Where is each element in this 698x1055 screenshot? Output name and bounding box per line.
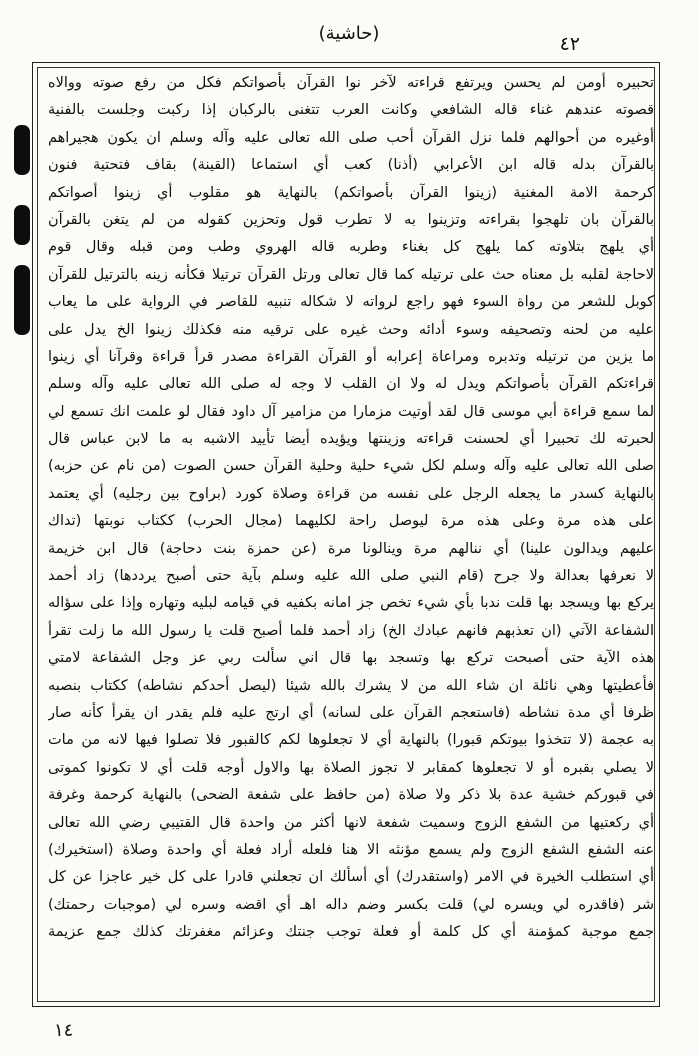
text-line: جمع موجبة كمؤمنة أي كل كلمة أو فعلة توجب جنتك وعزائم مغفرتك كذلك جمع عزيمة [48, 924, 654, 941]
footer-mark: ١٤ [54, 1020, 74, 1041]
text-line: كوبل للشعر من رواة السوء فهو راجع لرواته لا شكاله تنبيه للقاصر في الرواية على ما يعاب [48, 294, 654, 311]
text-line: عليهم ويدالون علينا) أي ننالهم مرة وينالونا مرة (عن حمزة بنت دحاجة) قال ابن خزيمة [48, 540, 654, 557]
ink-blot [14, 265, 30, 335]
text-line: شر (فاقدره لي ويسره لي) قلت بكسر وضم داله اهـ أي اقضه وسره لي (موجبات رحمتك) [48, 896, 654, 913]
text-line: في قبوركم خشية عدة بلا ذكر ولا صلاة (من حافظ على شفعة الضحى) بالنهاية كرحمة وغرفة [48, 787, 654, 804]
ink-blot [14, 125, 30, 175]
text-line: عليه من لحنه وتصحيفه وسوء أدائه وحث غيره على ترقيه منه فكذلك زينوا الخ يدل على [48, 321, 654, 338]
text-line: لما سمع قراءة أبي موسى قال لقد أوتيت مزمارا من مزامير آل داود فقال لو علمت انك تسمع لي [48, 403, 654, 420]
text-line: صلى الله تعالى عليه وآله وسلم لكل شيء حلية وحلية القرآن حسن الصوت (من نام عن حزبه) [48, 458, 654, 475]
text-line: عنه الشفع الشفع الزوج ولم يسمع مؤنثه الا هنا فلعله أراد فعلة أي واحدة وصلاة (استخيرك) [48, 841, 654, 858]
text-line: لاحاجة لقلبه بل معناه حث على ترتيله كما قال تعالى ورتل القرآن ترتيلا فكأنه زينه بالترتيل للقرآن [48, 266, 654, 283]
text-line: قصوته عندهم غناء قاله الشافعي وكانت العرب تتغنى بالركبان إذا ركبت وجلست بالفنية [48, 102, 654, 119]
ink-blot [14, 205, 30, 245]
text-line: أي ركعتيها من الشفع الزوج وسميت شفعة لانها أكثر من واحدة قال القتيبي رضي الله تعالى [48, 814, 654, 831]
text-line: لا نعرفها بعدالة ولا جرح (قام النبي صلى الله عليه وسلم بآية حتى أصبح يرددها) زاد أحمد [48, 568, 654, 585]
body-text [48, 70, 654, 1000]
text-line: الشفاعة الآتي (ان تعذبهم فانهم عبادك الخ) زاد أحمد فلما أصبح قلت يا رسول الله ما زلت تقرأ [48, 622, 654, 639]
text-line: بالقرآن بدله قاله ابن الأعرابي (أذنا) كعب أي استماعا (القينة) بقاف فتحتية فنون [48, 157, 654, 174]
text-line: لا يصلي بقبره أو لا تجعلوها كمقابر لا تجوز الصلاة بها والاول أوجه قلت أي لا تكونوا كموتى [48, 759, 654, 776]
text-line: يركع بها ويسجد بها قلت ندبا بأي شيء تخص جز امانه بكفيه في قيامه لبليه وتهاره وإذا على سؤاله [48, 595, 654, 612]
text-line: تحبيره أومن لم يحسن ويرتفع قراءته لآخر نوا القرآن بأصواتكم فكل من رفع صوته ووالاه [48, 75, 654, 91]
text-line: أي استطلب الخيرة في الامر (واستقدرك) أي أسألك ان تجعلني قادرا على كل خير عاجزا عن كل [48, 869, 654, 886]
text-line: قراءتكم القرآن بأصواتكم ويدل له ولا ان القلب لا وجه له صلى الله تعالى عليه وآله وسلم [48, 376, 654, 393]
page-header-title: (حاشية) [318, 23, 380, 44]
text-line: به عجمة (لا تتخذوا بيوتكم قبورا) بالنهاية أي لا تجعلوها لكم كالقبور فلا تصلوا فيها لانه من مات [48, 732, 654, 749]
text-line: فأعطيتها وهي نائلة ان شاء الله من لا يشرك بالله شيئا (ليصل أحدكم نشاطه) ككتاب بنصبه [48, 677, 654, 694]
text-line: بالقرآن بان تلهجوا بقراءته وتزينوا به لا تطرب قول وتحزين كقوله من لم يتغن بالقرآن [48, 211, 654, 228]
text-line: ظرفا أي مدة نشاطه (فاستعجم القرآن على لسانه) أي ارتج عليه فلم يقدر ان يقرأ كأنه صار [48, 704, 654, 721]
text-line: هذه الآية حتى أصبحت تركع بها وتسجد بها قال اني سألت ربي عز وجل الشفاعة لامتي [48, 650, 654, 667]
text-line: لحبرته لك تحبيرا أي لحسنت قراءته وزينتها ويؤيده أيضا تأييد الاشبه به ما لابن عباس قال [48, 431, 654, 448]
text-line: كرحمة الامة المغنية (زينوا القرآن بأصواتكم) بالنهاية هو مقلوب أي زينوا أصواتكم [48, 184, 654, 201]
text-line: أي يلهج بتلاوته كما يلهج كل بغناء وطربه قاله الهروي وطب ومن قبله وقال قوم [48, 239, 654, 256]
page-number: ٤٢ [559, 33, 580, 55]
text-line: على هذه مرة وعلى هذه مرة ليوصل راحة لكليهما (مجال الحرب) ككتاب نوبتها (تداك [48, 513, 654, 530]
text-line: ما يزين من ترتيله وتدبره ومراعاة إعرابه أو القرآن القراءة مصدر قرأ قراءة وقرآنا أي زينوا [48, 348, 654, 365]
text-line: أوغيره من أحوالهم فلما نزل القرآن أحب صلى الله تعالى عليه وآله وسلم ان يكون هجيراهم [48, 129, 654, 146]
text-line: بالنهاية كسدر ما يجعله الرجل على نفسه من قراءة وصلاة كورد (براوح بين رجليه) أي يعتمد [48, 485, 654, 502]
